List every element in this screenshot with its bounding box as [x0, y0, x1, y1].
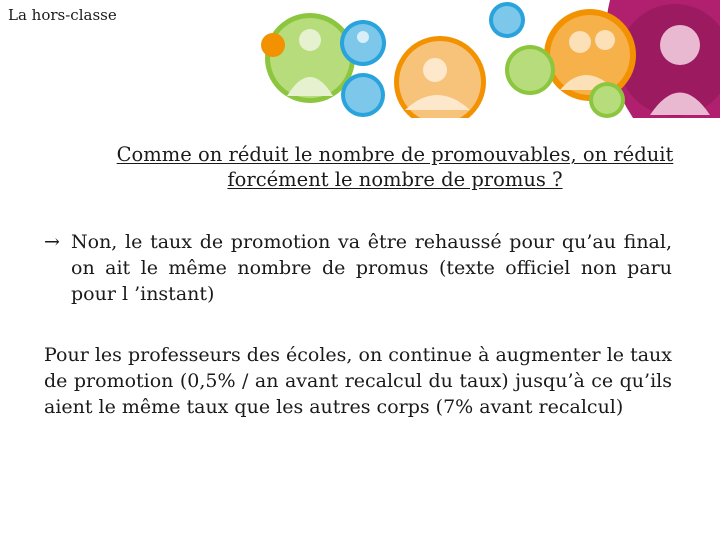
banner-orange-circle-small: [261, 33, 285, 57]
answer-block: [44, 229, 672, 307]
question-line-1: Comme on réduit le nombre de promouvables, on réduit: [116, 143, 674, 166]
question-line-2: forcément le nombre de promus ?: [227, 168, 563, 191]
question-heading: [70, 142, 720, 192]
slide-header-title: La hors-classe: [8, 6, 117, 24]
body-paragraph: Pour les professeurs des écoles, on continue à augmenter le taux de promotion (0,5% / an avant recalcul du taux) jusqu’à ce qu’ils aient le même taux que les autres corps (7% avant recalcul): [44, 344, 672, 418]
arrow-icon: →: [44, 231, 60, 253]
answer-text: Non, le taux de promotion va être rehaussé pour qu’au final, on ait le même nombre de promus (texte officiel non paru pour l ’instant): [71, 231, 672, 305]
photo-collage-banner: [255, 0, 720, 118]
